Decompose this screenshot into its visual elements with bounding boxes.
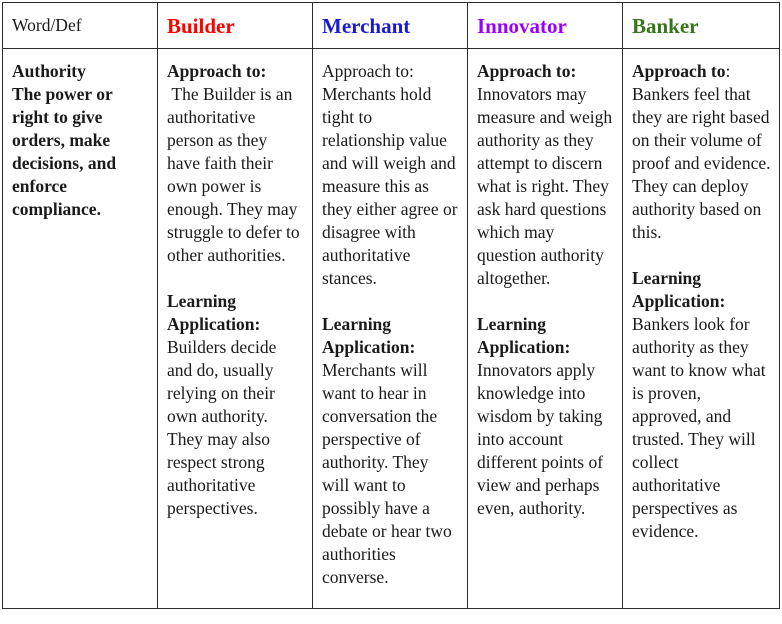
header-word-def: Word/Def <box>3 3 158 49</box>
builder-learning-text: Builders decide and do, usually relying on their own authority. They may also respect strong authoritative perspectives. <box>167 337 277 518</box>
innovator-approach-text: Innovators may measure and weigh authority as they attempt to discern what is right. They ask hard questions which may question authority altogether. <box>477 84 613 288</box>
header-merchant: Merchant <box>313 3 468 49</box>
banker-learning-label: Learning Application: <box>632 268 726 311</box>
builder-approach-text: The Builder is an authoritative person as they have faith their own power is enough. They may struggle to defer to other authorities. <box>167 84 305 265</box>
banker-approach-text: Bankers feel that they are right based on their volume of proof and evidence. They can deploy authority based on this. <box>632 84 771 242</box>
header-row <box>3 3 780 49</box>
header-innovator: Innovator <box>468 3 623 49</box>
merchant-approach-text: Merchants hold tight to relationship value and will weigh and measure this as they either agree or disagree with authoritative stances. <box>322 84 458 288</box>
innovator-learning-text: Innovators apply knowledge into wisdom by taking into account different points of view and perhaps even, authority. <box>477 360 604 518</box>
merchant-approach-label: Approach to: <box>322 61 414 81</box>
banker-approach-colon: : <box>725 61 731 81</box>
merchant-learning-label: Learning Application: <box>322 314 416 357</box>
builder-approach-label: Approach to: <box>167 61 267 81</box>
table-row <box>3 49 780 609</box>
innovator-approach-label: Approach to: <box>477 61 577 81</box>
merchant-cell <box>313 49 468 609</box>
banker-learning-text: Bankers look for authority as they want to know what is proven, approved, and trusted. They will collect authoritative perspectives as evidence. <box>632 314 766 541</box>
builder-cell <box>158 49 313 609</box>
merchant-learning-text: Merchants will want to hear in conversation the perspective of authority. They will want to possibly have a debate or hear two authorities converse. <box>322 360 452 587</box>
authority-table <box>2 2 780 609</box>
banker-cell <box>623 49 780 609</box>
header-banker: Banker <box>623 3 780 49</box>
word-definition: The power or right to give orders, make decisions, and enforce compliance. <box>12 84 117 219</box>
word-cell <box>3 49 158 609</box>
banker-approach-label: Approach to <box>632 61 726 81</box>
innovator-learning-label: Learning Application: <box>477 314 571 357</box>
builder-learning-label: Learning Application: <box>167 291 261 334</box>
word-term: Authority <box>12 61 86 81</box>
header-builder: Builder <box>158 3 313 49</box>
innovator-cell <box>468 49 623 609</box>
